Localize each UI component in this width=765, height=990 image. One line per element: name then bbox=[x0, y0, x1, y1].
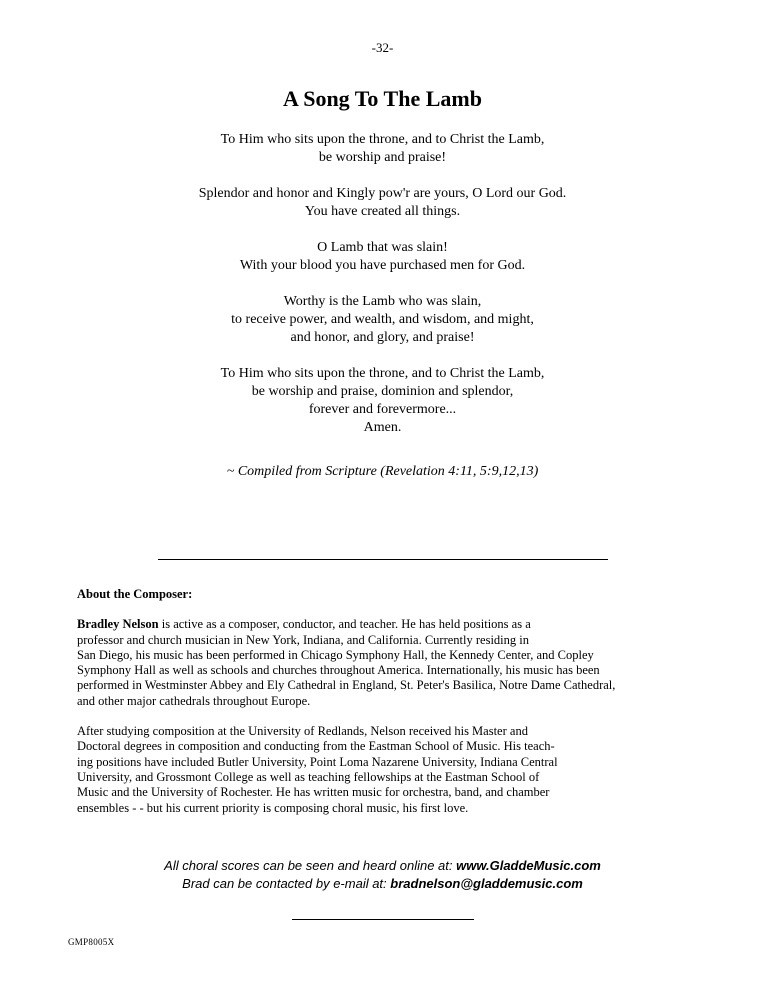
email-link[interactable]: bradnelson@gladdemusic.com bbox=[390, 876, 583, 891]
lyric-line: To Him who sits upon the throne, and to Christ the Lamb, bbox=[220, 366, 545, 381]
bio-line: professor and church musician in New York, Indiana, and California. Currently residing in bbox=[77, 632, 529, 647]
lyric-line: Amen. bbox=[363, 420, 402, 435]
lyric-line: You have created all things. bbox=[304, 204, 461, 219]
website-link[interactable]: www.GladdeMusic.com bbox=[456, 858, 601, 873]
lyric-line: to receive power, and wealth, and wisdom, and might, bbox=[231, 312, 534, 327]
bio-line: and other major cathedrals throughout Europe. bbox=[77, 693, 311, 708]
email-line bbox=[0, 875, 765, 893]
bio-line: ensembles - - but his current priority is composing choral music, his first love. bbox=[77, 800, 469, 815]
page-number: -32- bbox=[371, 40, 394, 55]
lyric-line: With your blood you have purchased men for God. bbox=[239, 258, 526, 273]
lyric-line: be worship and praise, dominion and splendor, bbox=[251, 384, 514, 399]
lyric-line: forever and forevermore... bbox=[308, 402, 457, 417]
lyric-line: be worship and praise! bbox=[318, 150, 447, 165]
bio-line: performed in Westminster Abbey and Ely Cathedral in England, St. Peter's Basilica, Notre Dame Cathedral, bbox=[77, 678, 616, 693]
bio-text: is active as a composer, conductor, and teacher. He has held positions as a bbox=[158, 617, 531, 632]
bio-line: After studying composition at the University of Redlands, Nelson received his Master and bbox=[77, 724, 528, 739]
stanza-3 bbox=[0, 239, 765, 275]
bio-line: University, and Grossmont College as well as teaching fellowships at the Eastman School of bbox=[77, 769, 540, 784]
website-line bbox=[0, 857, 765, 875]
catalog-code: GMP8005X bbox=[68, 937, 115, 947]
about-heading: About the Composer: bbox=[77, 587, 193, 601]
lyrics bbox=[0, 131, 765, 455]
lyric-line: Worthy is the Lamb who was slain, bbox=[283, 294, 482, 309]
website-prefix: All choral scores can be seen and heard online at: bbox=[164, 858, 457, 873]
lyric-line: To Him who sits upon the throne, and to Christ the Lamb, bbox=[220, 132, 545, 147]
bio-line bbox=[77, 617, 697, 632]
bio-line: Symphony Hall as well as schools and churches throughout America. Internationally, his music has been bbox=[77, 663, 600, 678]
lyric-line: Splendor and honor and Kingly pow'r are yours, O Lord our God. bbox=[198, 186, 567, 201]
bio-line: Music and the University of Rochester. He has written music for orchestra, band, and chamber bbox=[77, 785, 550, 800]
bio-line: Doctoral degrees in composition and conducting from the Eastman School of Music. His teach- bbox=[77, 739, 555, 754]
footer-divider bbox=[292, 919, 474, 920]
composer-name: Bradley Nelson bbox=[77, 617, 159, 632]
bio-paragraph-2 bbox=[77, 724, 697, 816]
bio-line: ing positions have included Butler University, Point Loma Nazarene University, Indiana Central bbox=[77, 754, 558, 769]
stanza-1 bbox=[0, 131, 765, 167]
email-prefix: Brad can be contacted by e-mail at: bbox=[182, 876, 391, 891]
bio-line: San Diego, his music has been performed in Chicago Symphony Hall, the Kennedy Center, and Copley bbox=[77, 647, 594, 662]
bio-paragraph-1 bbox=[77, 617, 697, 709]
lyric-line: O Lamb that was slain! bbox=[317, 240, 448, 255]
contact-note bbox=[0, 857, 765, 893]
stanza-4 bbox=[0, 293, 765, 347]
stanza-5 bbox=[0, 365, 765, 437]
section-divider bbox=[158, 559, 608, 560]
song-title: A Song To The Lamb bbox=[283, 86, 482, 111]
about-composer bbox=[77, 587, 697, 831]
lyric-line: and honor, and glory, and praise! bbox=[290, 330, 475, 345]
scripture-attribution: ~ Compiled from Scripture (Revelation 4:11, 5:9,12,13) bbox=[226, 464, 539, 479]
stanza-2 bbox=[0, 185, 765, 221]
